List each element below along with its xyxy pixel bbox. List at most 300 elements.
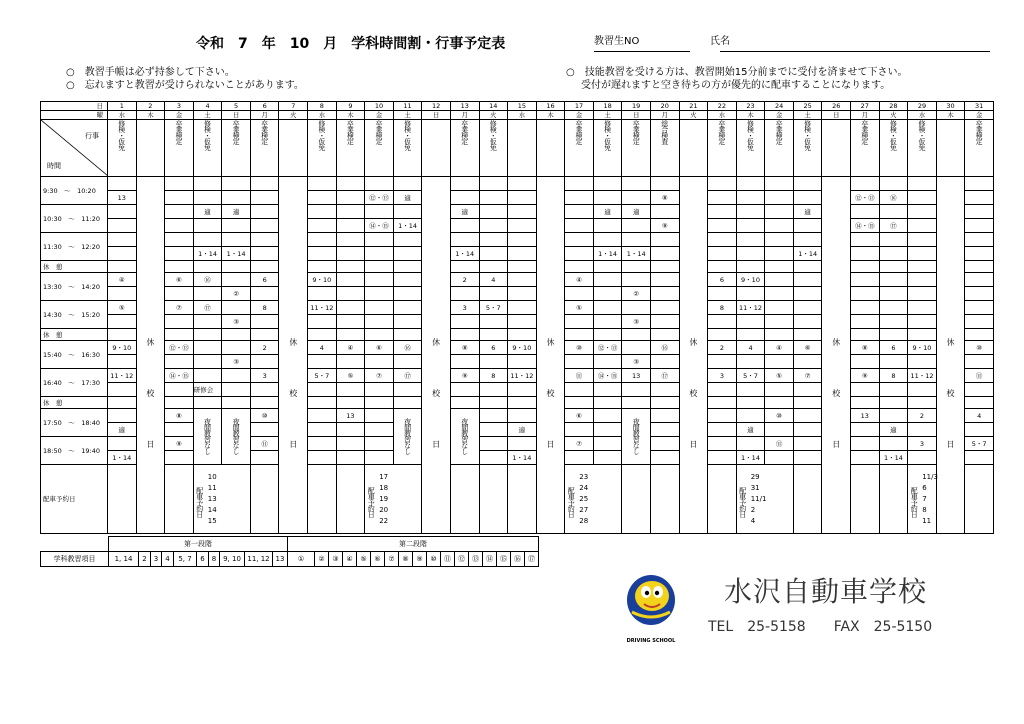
stage2-item: ⑩ (427, 552, 441, 567)
schedule-cell (793, 355, 822, 369)
weekday: 火 (879, 111, 908, 120)
note-right-1: ○ 技能教習を受ける方は、教習開始15分前までに受付を済ませて下さい。 (566, 67, 908, 78)
schedule-cell (965, 397, 994, 409)
schedule-cell (365, 287, 394, 301)
dispatch-date: 29 (750, 472, 760, 481)
schedule-cell (393, 205, 422, 219)
stage2-label: 第二段階 (288, 537, 539, 552)
schedule-cell (851, 233, 880, 247)
schedule-cell (108, 397, 137, 409)
event-cell (793, 120, 822, 177)
day-number: 22 (708, 102, 737, 111)
dispatch-date: 14 (207, 505, 217, 514)
event-cell (136, 120, 165, 177)
schedule-cell: 適 (793, 205, 822, 219)
schedule-cell: ⑤ (336, 369, 365, 383)
weekday: 月 (650, 111, 679, 120)
closed-char: 校 (689, 388, 698, 398)
event-text: 卒業検定 (232, 120, 241, 144)
schedule-cell (308, 355, 337, 369)
schedule-cell (708, 205, 737, 219)
schedule-cell: 2 (908, 409, 937, 423)
dispatch-marker: 配車予約日 (910, 487, 919, 517)
schedule-cell: 適 (393, 191, 422, 205)
schedule-cell (765, 287, 794, 301)
closed-char: 校 (946, 388, 955, 398)
student-no-field[interactable] (594, 51, 690, 52)
day-number: 9 (336, 102, 365, 111)
schedule-cell (508, 397, 537, 409)
event-cell (422, 120, 451, 177)
schedule-cell: 1・14 (622, 247, 651, 261)
dispatch-empty (508, 465, 537, 534)
schedule-cell: ③ (622, 355, 651, 369)
schedule-cell: 2 (250, 341, 279, 355)
event-cell (908, 120, 937, 177)
schedule-cell (308, 219, 337, 233)
event-text: 卒業検定 (374, 120, 383, 144)
schedule-cell (879, 233, 908, 247)
day-number: 28 (879, 102, 908, 111)
schedule-cell (965, 219, 994, 233)
schedule-cell (965, 261, 994, 273)
weekday: 金 (765, 111, 794, 120)
student-no-label: 教習生NO (594, 36, 640, 47)
schedule-cell (851, 261, 880, 273)
schedule-cell (765, 329, 794, 341)
dispatch-empty (308, 465, 337, 534)
schedule-cell (365, 247, 394, 261)
schedule-cell (965, 177, 994, 191)
schedule-cell (965, 191, 994, 205)
schedule-cell (736, 205, 765, 219)
schedule-cell (650, 205, 679, 219)
schedule-cell (365, 451, 394, 465)
closed-day-cell (279, 177, 308, 534)
schedule-cell (508, 273, 537, 287)
schedule-cell (908, 451, 937, 465)
stage1-item: 1, 14 (109, 552, 139, 567)
dispatch-date: 11 (922, 516, 932, 525)
schedule-cell (765, 383, 794, 397)
schedule-cell (336, 397, 365, 409)
schedule-cell: ⑥ (565, 409, 594, 423)
schedule-cell: 8 (479, 369, 508, 383)
schedule-cell (650, 261, 679, 273)
schedule-cell (250, 287, 279, 301)
night-off-cell (622, 409, 651, 465)
schedule-cell (965, 301, 994, 315)
schedule-cell (650, 383, 679, 397)
schedule-cell (650, 287, 679, 301)
dispatch-date: 27 (579, 505, 589, 514)
schedule-cell (708, 409, 737, 423)
weekday: 月 (851, 111, 880, 120)
schedule-cell (193, 329, 222, 341)
schedule-cell (708, 219, 737, 233)
closed-char: 校 (146, 388, 155, 398)
schedule-cell: ⑰ (650, 369, 679, 383)
schedule-cell (650, 315, 679, 329)
schedule-cell (793, 233, 822, 247)
schedule-cell (250, 247, 279, 261)
closed-char: 休 (946, 337, 955, 347)
event-text: 卒業検定 (260, 120, 269, 144)
day-number: 21 (679, 102, 708, 111)
event-cell (108, 120, 137, 177)
schedule-cell (851, 437, 880, 451)
weekday: 木 (936, 111, 965, 120)
day-number: 13 (450, 102, 479, 111)
name-field[interactable] (720, 51, 990, 52)
stage2-item: ⑪ (441, 552, 455, 567)
schedule-cell (365, 205, 394, 219)
schedule-cell (593, 233, 622, 247)
schedule-cell: 9・10 (308, 273, 337, 287)
schedule-cell (965, 205, 994, 219)
schedule-cell (308, 205, 337, 219)
schedule-cell (908, 383, 937, 397)
event-cell (565, 120, 594, 177)
schedule-cell (222, 233, 251, 247)
night-off-text: 夜間教習なし (232, 417, 241, 454)
schedule-cell (622, 233, 651, 247)
event-cell (965, 120, 994, 177)
dispatch-date: 11 (207, 483, 217, 492)
schedule-cell: ⑧ (165, 409, 194, 423)
schedule-cell (393, 261, 422, 273)
schedule-cell (165, 233, 194, 247)
day-number: 1 (108, 102, 137, 111)
day-number: 19 (622, 102, 651, 111)
schedule-cell: 4 (479, 273, 508, 287)
note-left-2: ○ 忘れますと教習が受けられないことがあります。 (66, 80, 304, 91)
schedule-cell (793, 383, 822, 397)
stage2-item: ⑨ (413, 552, 427, 567)
stage2-item: ③ (329, 552, 343, 567)
event-cell (936, 120, 965, 177)
schedule-cell (393, 233, 422, 247)
weekday: 金 (965, 111, 994, 120)
stage2-item: ⑥ (371, 552, 385, 567)
schedule-cell (479, 219, 508, 233)
schedule-cell: ⑤ (765, 369, 794, 383)
schedule-cell (793, 315, 822, 329)
schedule-cell (508, 409, 537, 423)
schedule-cell (851, 205, 880, 219)
schedule-cell (650, 247, 679, 261)
weekday: 日 (422, 111, 451, 120)
schedule-cell (908, 423, 937, 437)
schedule-cell (879, 355, 908, 369)
schedule-cell (622, 383, 651, 397)
day-number: 15 (508, 102, 537, 111)
schedule-cell (108, 287, 137, 301)
schedule-cell (708, 247, 737, 261)
dispatch-date: 31 (750, 483, 760, 492)
schedule-cell (450, 219, 479, 233)
schedule-cell: 9・10 (108, 341, 137, 355)
schedule-cell (593, 177, 622, 191)
schedule-cell (908, 233, 937, 247)
event-cell (622, 120, 651, 177)
schedule-cell (565, 329, 594, 341)
closed-char: 校 (289, 388, 298, 398)
schedule-cell: ⑪ (965, 369, 994, 383)
schedule-cell (250, 191, 279, 205)
schedule-cell (336, 329, 365, 341)
event-cell (193, 120, 222, 177)
schedule-cell (765, 261, 794, 273)
schedule-cell (879, 315, 908, 329)
dispatch-empty (450, 465, 479, 534)
stage1-item: 13 (273, 552, 288, 567)
schedule-cell: 適 (593, 205, 622, 219)
schedule-cell (479, 451, 508, 465)
logo-text: DRIVING SCHOOL (626, 638, 676, 644)
schedule-cell: ④ (565, 273, 594, 287)
schedule-cell (708, 287, 737, 301)
schedule-cell (508, 261, 537, 273)
schedule-cell (108, 261, 137, 273)
schedule-cell: ⑧ (851, 341, 880, 355)
schedule-cell: 11・12 (908, 369, 937, 383)
schedule-cell (593, 409, 622, 423)
schedule-cell (393, 247, 422, 261)
event-time-header (41, 120, 108, 177)
stage1-item: 2 (139, 552, 151, 567)
schedule-cell (908, 329, 937, 341)
schedule-cell (222, 261, 251, 273)
schedule-cell (308, 409, 337, 423)
schedule-cell (479, 355, 508, 369)
schedule-cell (336, 383, 365, 397)
weekday: 土 (193, 111, 222, 120)
schedule-cell (736, 287, 765, 301)
schedule-cell: 8 (879, 369, 908, 383)
schedule-cell: 8 (250, 301, 279, 315)
schedule-cell: 11・12 (108, 369, 137, 383)
night-off-cell (193, 409, 222, 465)
name-label: 氏名 (710, 36, 730, 47)
schedule-cell (250, 397, 279, 409)
schedule-cell: ② (622, 287, 651, 301)
event-text: 修検・仮免 (917, 120, 926, 150)
schedule-cell (765, 205, 794, 219)
schedule-cell (165, 247, 194, 261)
event-cell (822, 120, 851, 177)
dispatch-marker: 配車予約日 (367, 487, 376, 517)
schedule-cell (965, 247, 994, 261)
schedule-cell: 1・14 (879, 451, 908, 465)
schedule-cell: ⑥ (365, 341, 394, 355)
schedule-cell (650, 301, 679, 315)
dispatch-marker: 配車予約日 (195, 487, 204, 517)
weekday: 水 (708, 111, 737, 120)
schedule-cell: ⑨ (165, 437, 194, 451)
schedule-cell (393, 315, 422, 329)
schedule-cell (851, 355, 880, 369)
schedule-cell (250, 315, 279, 329)
schedule-cell (851, 301, 880, 315)
stage1-item: 6 (197, 552, 209, 567)
dispatch-date: 20 (379, 505, 389, 514)
schedule-cell: 3 (708, 369, 737, 383)
schedule-cell (479, 261, 508, 273)
schedule-cell (708, 177, 737, 191)
schedule-cell (479, 437, 508, 451)
schedule-cell: ③ (222, 355, 251, 369)
time-slot-label: 14:30 〜 15:20 (41, 301, 108, 329)
schedule-cell: 6 (479, 341, 508, 355)
schedule-cell (365, 355, 394, 369)
schedule-cell (765, 219, 794, 233)
schedule-cell (222, 341, 251, 355)
schedule-cell (593, 273, 622, 287)
schedule-cell (508, 329, 537, 341)
dispatch-empty (851, 465, 880, 534)
schedule-cell (565, 383, 594, 397)
schedule-cell: ⑦ (365, 369, 394, 383)
day-number: 24 (765, 102, 794, 111)
dispatch-date: 18 (379, 483, 389, 492)
schedule-cell (879, 329, 908, 341)
schedule-cell: ④ (108, 273, 137, 287)
event-cell (879, 120, 908, 177)
schedule-cell (765, 273, 794, 287)
schedule-cell: ⑪ (765, 437, 794, 451)
day-number: 5 (222, 102, 251, 111)
event-text: 修検・仮免 (403, 120, 412, 150)
schedule-cell (793, 423, 822, 437)
schedule-cell (965, 233, 994, 247)
dispatch-empty (165, 465, 194, 534)
schedule-cell (736, 177, 765, 191)
schedule-cell (565, 315, 594, 329)
day-number: 10 (365, 102, 394, 111)
schedule-cell (965, 423, 994, 437)
closed-char: 日 (689, 439, 698, 449)
schedule-cell (222, 383, 251, 397)
schedule-cell: ⑭・⑮ (165, 369, 194, 383)
schedule-cell (479, 397, 508, 409)
school-contact: TEL 25-5158 FAX 25-5150 (708, 619, 933, 635)
schedule-cell (250, 423, 279, 437)
schedule-cell (393, 383, 422, 397)
schedule-cell (965, 287, 994, 301)
schedule-cell (336, 233, 365, 247)
schedule-cell (851, 397, 880, 409)
schedule-cell (393, 397, 422, 409)
schedule-cell (793, 301, 822, 315)
schedule-cell (508, 355, 537, 369)
closed-day-cell (679, 177, 708, 534)
schedule-cell: 9・10 (908, 341, 937, 355)
schedule-cell (365, 261, 394, 273)
weekday: 木 (736, 111, 765, 120)
schedule-cell: 5・7 (736, 369, 765, 383)
schedule-cell: ⑨ (650, 219, 679, 233)
weekday: 木 (336, 111, 365, 120)
day-number: 27 (851, 102, 880, 111)
schedule-cell: 1・14 (222, 247, 251, 261)
schedule-cell (365, 273, 394, 287)
schedule-cell: 6 (708, 273, 737, 287)
schedule-cell (736, 233, 765, 247)
schedule-cell: 3 (908, 437, 937, 451)
schedule-cell (851, 423, 880, 437)
schedule-cell: 1・14 (393, 219, 422, 233)
schedule-cell: ⑥ (165, 273, 194, 287)
schedule-cell: 9・10 (736, 273, 765, 287)
schedule-cell (851, 287, 880, 301)
schedule-cell: ⑦ (793, 369, 822, 383)
schedule-cell (336, 219, 365, 233)
schedule-cell (765, 177, 794, 191)
schedule-cell (365, 315, 394, 329)
dispatch-empty (708, 465, 737, 534)
schedule-cell (479, 315, 508, 329)
dispatch-date: 25 (579, 494, 589, 503)
schedule-cell (908, 287, 937, 301)
schedule-cell (365, 397, 394, 409)
time-slot-label: 16:40 〜 17:30 (41, 369, 108, 397)
schedule-cell (193, 177, 222, 191)
schedule-cell (650, 423, 679, 437)
schedule-cell (565, 287, 594, 301)
event-cell (851, 120, 880, 177)
closed-char: 休 (832, 337, 841, 347)
schedule-cell (336, 355, 365, 369)
event-cell (222, 120, 251, 177)
schedule-cell: 11・12 (736, 301, 765, 315)
schedule-cell (736, 383, 765, 397)
schedule-cell (365, 233, 394, 247)
schedule-cell: ⑪ (250, 437, 279, 451)
day-number: 17 (565, 102, 594, 111)
schedule-cell: ⑫・⑬ (165, 341, 194, 355)
schedule-cell (308, 397, 337, 409)
schedule-cell (708, 355, 737, 369)
time-slot-label: 17:50 〜 18:40 (41, 409, 108, 437)
event-text: 卒業検定 (860, 120, 869, 144)
schedule-cell (793, 191, 822, 205)
schedule-cell (851, 383, 880, 397)
schedule-cell (593, 355, 622, 369)
schedule-cell (622, 261, 651, 273)
schedule-cell: ⑯ (879, 191, 908, 205)
workshop-cell: 研修会 (193, 383, 222, 397)
day-number: 11 (393, 102, 422, 111)
schedule-cell (508, 301, 537, 315)
day-number: 4 (193, 102, 222, 111)
schedule-cell (308, 191, 337, 205)
schedule-cell: 13 (622, 369, 651, 383)
schedule-cell (650, 409, 679, 423)
event-cell (165, 120, 194, 177)
schedule-cell (508, 383, 537, 397)
weekday: 水 (308, 111, 337, 120)
schedule-cell (393, 329, 422, 341)
schedule-cell (965, 451, 994, 465)
closed-char: 日 (289, 439, 298, 449)
schedule-cell (222, 397, 251, 409)
schedule-cell (736, 191, 765, 205)
schedule-cell (879, 205, 908, 219)
day-number: 14 (479, 102, 508, 111)
page-title: 令和 7 年 10 月 学科時間割・行事予定表 (196, 36, 506, 52)
schedule-cell (622, 341, 651, 355)
